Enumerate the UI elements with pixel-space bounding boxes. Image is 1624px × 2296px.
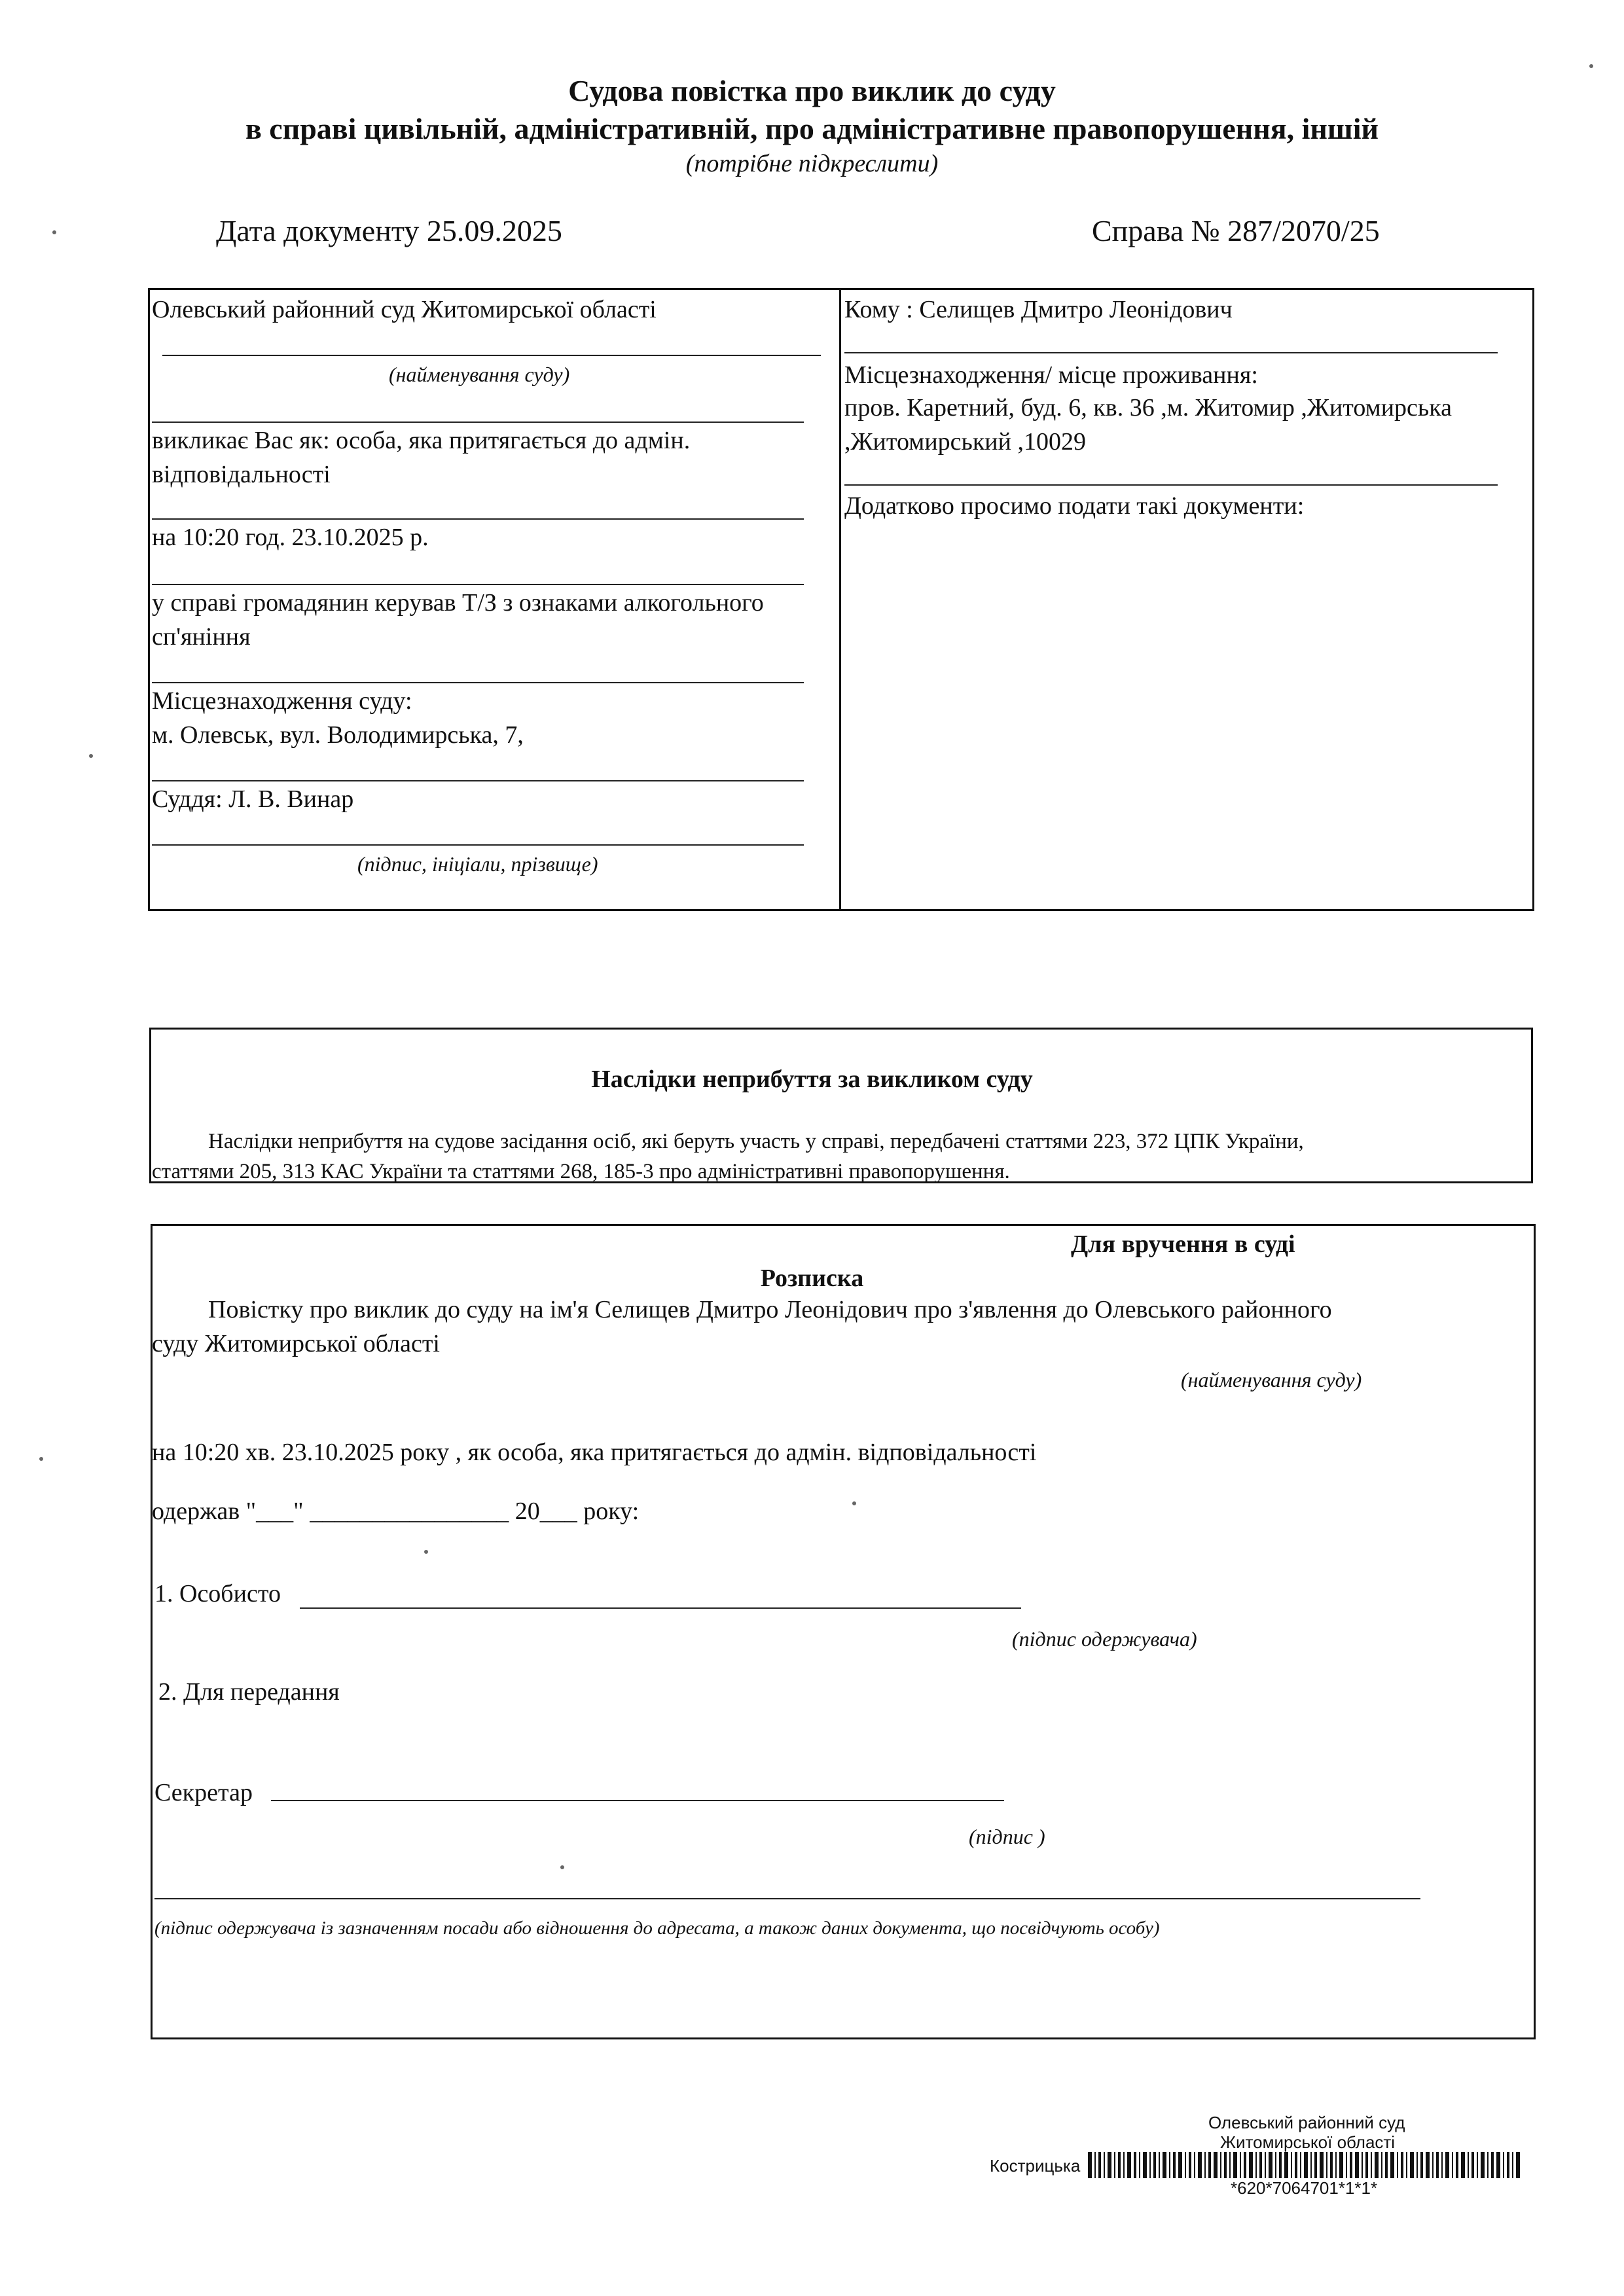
- document-subtitle: в справі цивільній, адміністративній, про адміністративне правопорушення, іншій: [245, 112, 1379, 145]
- divider-line: [844, 352, 1498, 353]
- divider-line: [844, 484, 1498, 486]
- court-name-caption: (найменування суду): [389, 363, 570, 386]
- recipient-name: Кому : Селищев Дмитро Леонідович: [844, 296, 1233, 323]
- judge-signature-caption: (підпис, ініціали, прізвище): [357, 852, 598, 876]
- judge-name: Суддя: Л. В. Винар: [152, 785, 354, 813]
- address-label: Місцезнаходження/ місце проживання:: [844, 361, 1258, 389]
- case-number: Справа № 287/2070/25: [1092, 214, 1380, 247]
- address-value: пров. Каретний, буд. 6, кв. 36 ,м. Житомир ,Житомирська: [844, 394, 1452, 422]
- consequences-title: Наслідки неприбуття за викликом суду: [591, 1066, 1033, 1093]
- case-subject: у справі громадянин керував Т/З з ознаками алкогольного: [152, 589, 764, 617]
- scan-speck: [424, 1550, 428, 1554]
- receipt-text: Повістку про виклик до суду на ім'я Селищев Дмитро Леонідович про з'явлення до Олевського районного: [208, 1296, 1332, 1323]
- barcode: [1088, 2149, 1546, 2181]
- personally-signature-line: [300, 1607, 1021, 1609]
- for-court-label: Для вручення в суді: [1071, 1230, 1295, 1258]
- divider-line: [152, 682, 804, 683]
- secretary-signature-line: [271, 1800, 1004, 1801]
- extra-documents: Додатково просимо подати такі документи:: [844, 492, 1305, 520]
- received-date: одержав "___" ________________ 20___ року:: [152, 1498, 640, 1525]
- receipt-time: на 10:20 хв. 23.10.2025 року , як особа, яка притягається до адмін. відповідальності: [152, 1439, 1037, 1466]
- recipient-signature-caption: (підпис одержувача): [1012, 1627, 1197, 1651]
- summon-role: викликає Вас як: особа, яка притягається до адмін.: [152, 427, 691, 454]
- underline-note: (потрібне підкреслити): [685, 150, 939, 177]
- recipient-details-line: [154, 1898, 1420, 1899]
- court-name-line: [162, 355, 821, 356]
- divider-line: [152, 780, 804, 781]
- personally-label: 1. Особисто: [154, 1580, 281, 1607]
- secretary-label: Секретар: [154, 1779, 253, 1806]
- divider-line: [152, 518, 804, 520]
- stamp-court-name: Олевський районний суд: [1208, 2113, 1405, 2132]
- for-transfer-label: 2. Для передання: [158, 1678, 340, 1706]
- divider-line: [152, 422, 804, 423]
- secretary-signature-caption: (підпис ): [969, 1825, 1045, 1848]
- summon-role-cont: відповідальності: [152, 461, 331, 488]
- address-value-cont: ,Житомирський ,10029: [844, 428, 1086, 456]
- court-location-value: м. Олевськ, вул. Володимирська, 7,: [152, 721, 524, 749]
- court-location-label: Місцезнаходження суду:: [152, 687, 412, 715]
- document-date: Дата документу 25.09.2025: [216, 214, 562, 247]
- recipient-details-caption: (підпис одержувача із зазначенням посади або відношення до адресата, а також даних документа, що посвідчують особу): [154, 1918, 1160, 1939]
- scan-speck: [852, 1501, 856, 1505]
- receipt-title: Розписка: [760, 1265, 864, 1292]
- stamp-operator: Кострицька: [990, 2156, 1081, 2176]
- stamp-court-region: Житомирської області: [1220, 2132, 1396, 2152]
- scan-speck: [1589, 64, 1593, 68]
- court-name: Олевський районний суд Житомирської області: [152, 296, 657, 323]
- scan-speck: [89, 754, 93, 758]
- document-title: Судова повістка про виклик до суду: [568, 74, 1056, 107]
- case-subject-cont: сп'яніння: [152, 623, 251, 651]
- table-divider: [839, 288, 841, 911]
- receipt-text-cont: суду Житомирської області: [152, 1330, 440, 1357]
- barcode-number: *620*7064701*1*1*: [1231, 2178, 1378, 2198]
- signature-line: [152, 844, 804, 846]
- scan-speck: [52, 230, 56, 234]
- consequences-text: Наслідки неприбуття на судове засідання осіб, які беруть участь у справі, передбачені статтями 223, 372 ЦПК України,: [208, 1130, 1304, 1153]
- scan-speck: [39, 1457, 43, 1461]
- receipt-court-caption: (найменування суду): [1181, 1368, 1362, 1391]
- consequences-text-cont: статтями 205, 313 КАС України та статтями 268, 185-3 про адміністративні правопорушення.: [152, 1160, 1010, 1183]
- hearing-time: на 10:20 год. 23.10.2025 р.: [152, 524, 429, 551]
- divider-line: [152, 584, 804, 585]
- scan-speck: [560, 1865, 564, 1869]
